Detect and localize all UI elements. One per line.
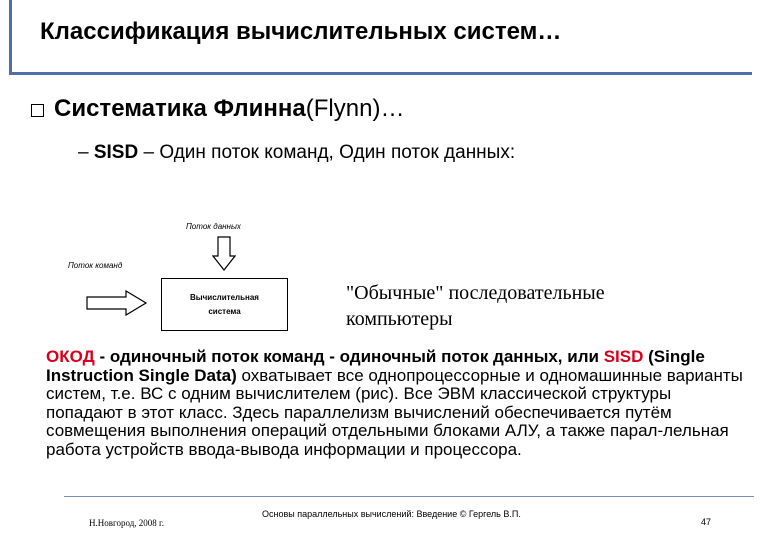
data-stream-label: Поток данных	[186, 222, 241, 231]
bullet-sisd-bold: SISD	[93, 142, 139, 163]
sisd-description	[46, 348, 746, 459]
bullet-sisd-dash: –	[78, 142, 94, 163]
sisd-term: SISD	[603, 347, 644, 366]
box-line-2: система	[208, 306, 241, 316]
bullet-sisd-rest: – Один поток команд, Один поток данных:	[138, 142, 516, 163]
bullet-flynn-rest: (Flynn)…	[305, 95, 405, 122]
page-number: 47	[701, 517, 712, 527]
sisd-body-text: охватывает все однопроцессорные и одномашинные варианты систем, т.е. ВС с одним вычислителем (рис). Все ЭВМ классической структуры попадают в этот класс. Здесь параллелизм вычислений обеспечивается путём совмещения выполнения операций отдельными блоками АЛУ, а также парал-лельная работа устройств ввода-вывода информации и процессора.	[46, 365, 743, 459]
computing-system-box	[161, 278, 288, 331]
slide-title: Классификация вычислительных систем…	[40, 18, 562, 45]
footer-divider	[64, 496, 754, 497]
sisd-expansion: (Single Instruction Single Data)	[46, 347, 705, 385]
box-line-1: Вычислительная	[190, 292, 259, 302]
down-arrow-icon	[212, 236, 236, 272]
footer-course-title: Основы параллельных вычислений: Введение © Гергель В.П.	[262, 509, 521, 519]
bullet-flynn	[31, 95, 404, 123]
okod-definition: - одиночный поток команд - одиночный поток данных, или	[94, 347, 604, 366]
checkbox-bullet-icon	[31, 104, 44, 117]
note-line-2: компьютеры	[346, 308, 453, 330]
command-stream-label: Поток команд	[68, 261, 123, 270]
okod-term: ОКОД	[46, 347, 95, 366]
title-frame-bottom	[9, 72, 752, 75]
right-arrow-icon	[86, 290, 148, 316]
bullet-sisd	[78, 142, 515, 164]
title-frame-left	[9, 0, 12, 75]
footer-location-date: Н.Новгород, 2008 г.	[89, 518, 164, 528]
note-line-1: "Обычные" последовательные	[346, 282, 605, 304]
sequential-computers-note	[346, 280, 605, 332]
bullet-flynn-bold: Систематика Флинна	[54, 95, 306, 122]
